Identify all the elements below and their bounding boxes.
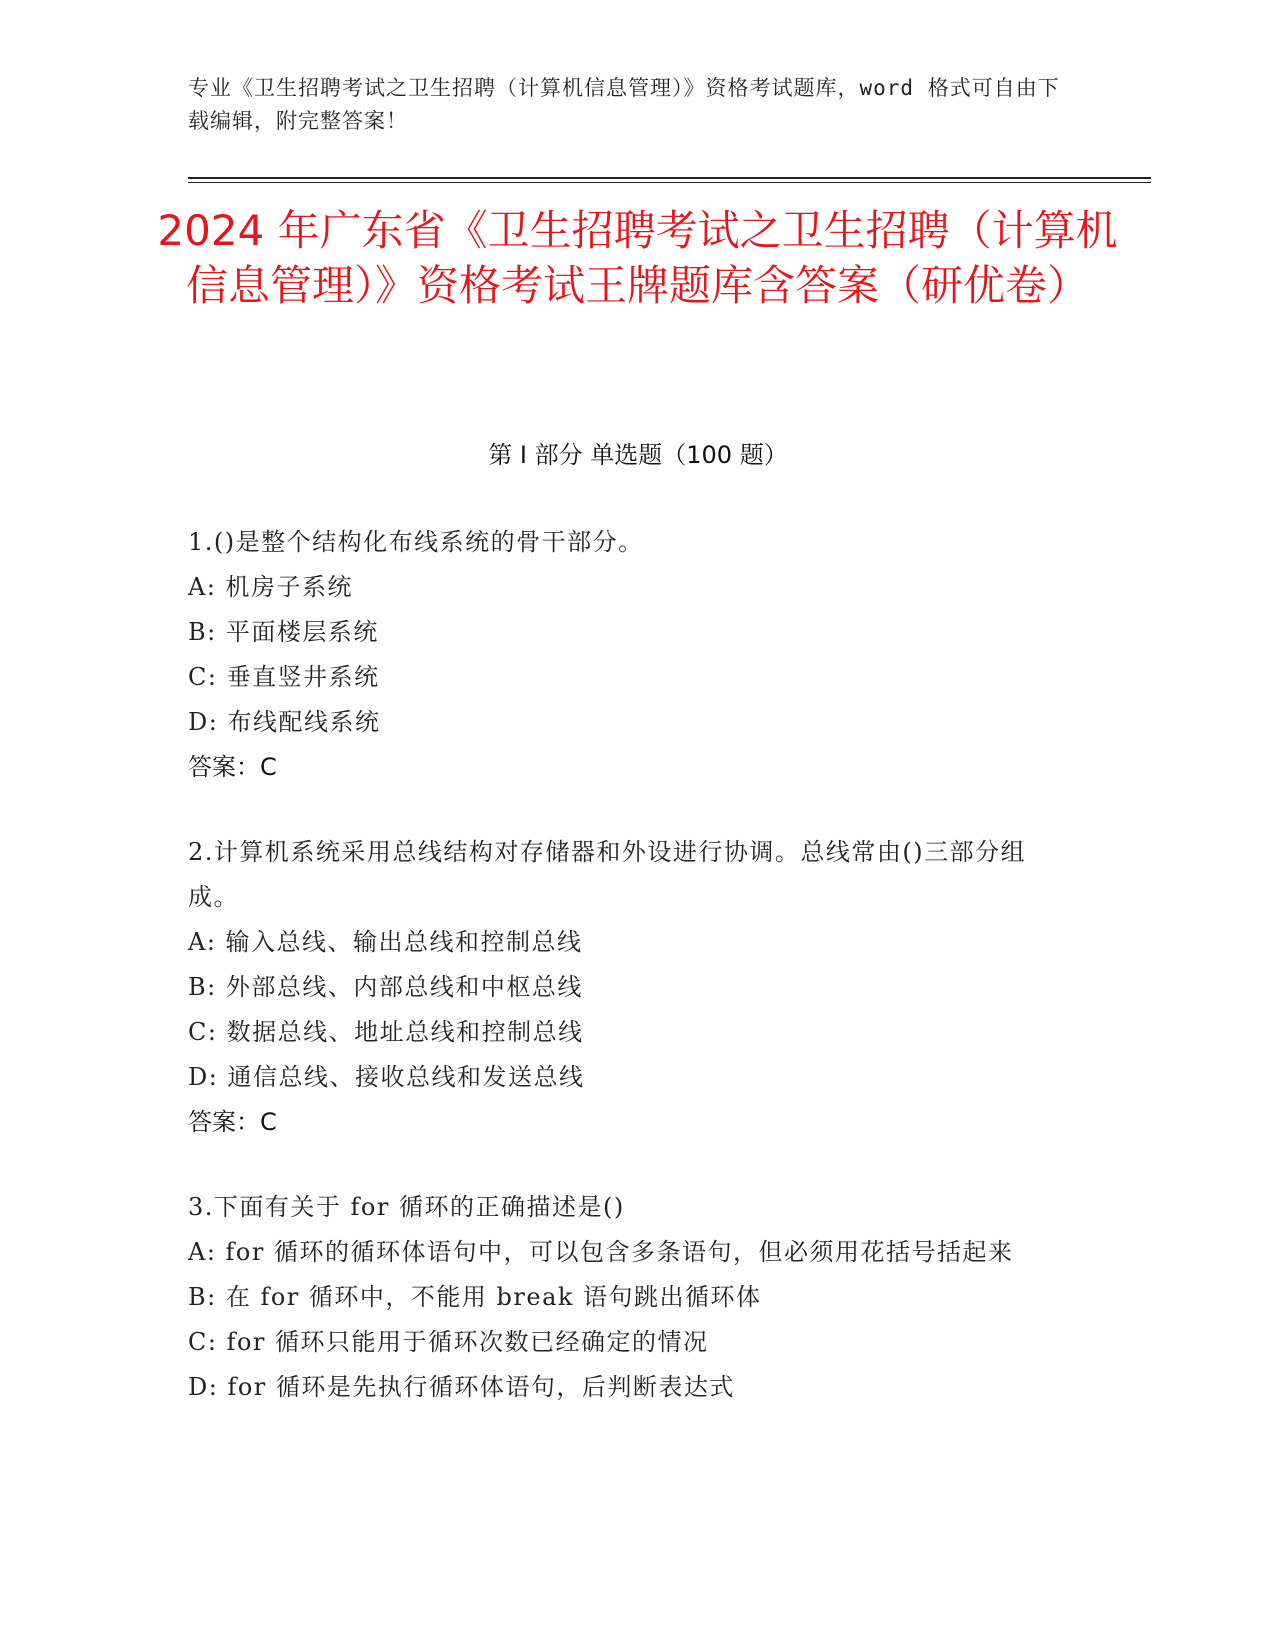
- header-divider-thin: [188, 182, 1151, 183]
- option-c: C: for 循环只能用于循环次数已经确定的情况: [188, 1328, 709, 1356]
- option-d: D: 布线配线系统: [188, 708, 381, 736]
- document-title: 2024 年广东省《卫生招聘考试之卫生招聘（计算机信息管理）》资格考试王牌题库含答案（研优卷）: [157, 206, 1118, 310]
- option-d: D: 通信总线、接收总线和发送总线: [188, 1063, 585, 1091]
- question-1: [188, 520, 1068, 790]
- option-b: B: 在 for 循环中，不能用 break 语句跳出循环体: [188, 1283, 762, 1311]
- option-b: B: 平面楼层系统: [188, 618, 379, 646]
- option-c: C: 垂直竖井系统: [188, 663, 380, 691]
- answer-line: 答案：C: [188, 753, 277, 781]
- option-b: B: 外部总线、内部总线和中枢总线: [188, 973, 583, 1001]
- answer-line: 答案：C: [188, 1108, 277, 1136]
- question-list: [188, 520, 1068, 1450]
- option-a: A: 机房子系统: [188, 573, 354, 601]
- question-2: [188, 830, 1068, 1145]
- section-title: 第 I 部分 单选题（100 题）: [488, 441, 788, 469]
- option-c: C: 数据总线、地址总线和控制总线: [188, 1018, 584, 1046]
- question-stem: 1.()是整个结构化布线系统的骨干部分。: [188, 528, 644, 556]
- question-stem: 3.下面有关于 for 循环的正确描述是(): [188, 1193, 625, 1221]
- question-stem: 2.计算机系统采用总线结构对存储器和外设进行协调。总线常由()三部分组成。: [188, 838, 1027, 911]
- option-a: A: for 循环的循环体语句中，可以包含多条语句，但必须用花括号括起来: [188, 1238, 1014, 1266]
- question-3: [188, 1185, 1068, 1410]
- option-a: A: 输入总线、输出总线和控制总线: [188, 928, 583, 956]
- header-note: 专业《卫生招聘考试之卫生招聘（计算机信息管理）》资格考试题库，word 格式可自由下载编辑，附完整答案！: [188, 76, 1060, 133]
- header-divider: [188, 177, 1151, 179]
- option-d: D: for 循环是先执行循环体语句，后判断表达式: [188, 1373, 735, 1401]
